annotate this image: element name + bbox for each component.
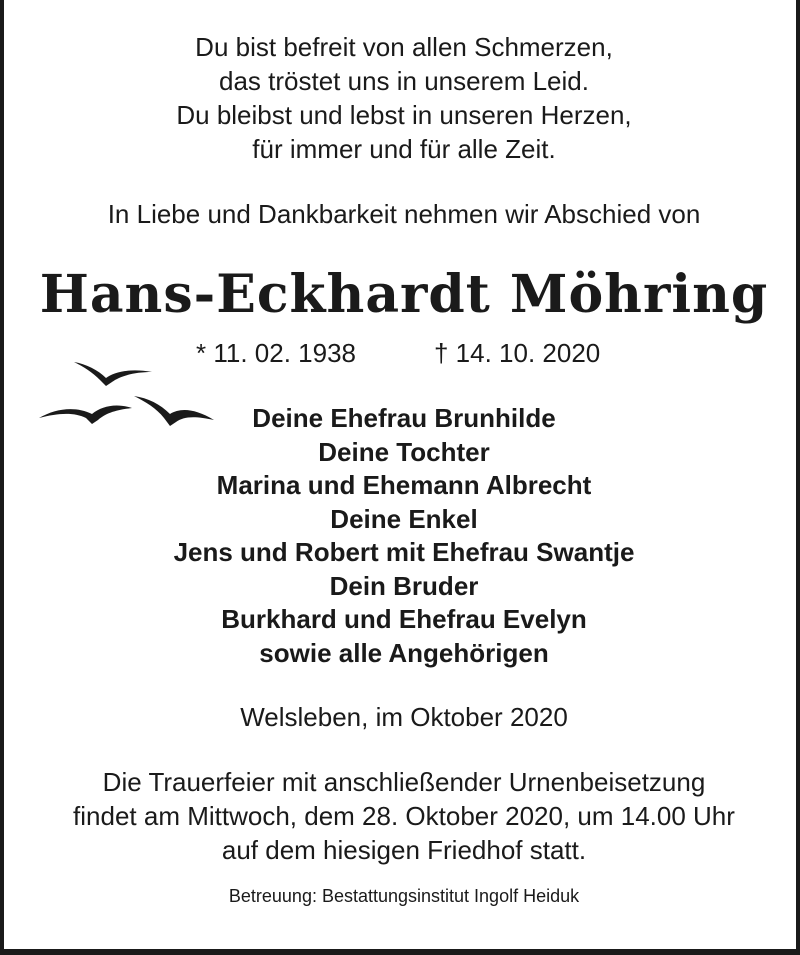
- poem-line: für immer und für alle Zeit.: [252, 134, 556, 164]
- poem-line: Du bleibst und lebst in unseren Herzen,: [176, 100, 632, 130]
- ceremony-info: [4, 765, 800, 867]
- family-line: Deine Enkel: [330, 503, 478, 534]
- family-line: Jens und Robert mit Ehefrau Swantje: [173, 537, 635, 567]
- family-line: Burkhard und Ehefrau Evelyn: [221, 604, 587, 634]
- deceased-name: Hans-Eckhardt Möhring: [39, 264, 769, 325]
- family-list: [4, 402, 800, 670]
- death-date: † 14. 10. 2020: [434, 338, 601, 368]
- poem-line: das tröstet uns in unserem Leid.: [219, 66, 589, 96]
- place-and-date: Welsleben, im Oktober 2020: [240, 702, 568, 732]
- poem-line: Du bist befreit von allen Schmerzen,: [195, 32, 613, 62]
- funeral-home-credit: Betreuung: Bestattungsinstitut Ingolf Heiduk: [228, 886, 580, 906]
- family-line: Deine Tochter: [318, 436, 490, 467]
- ceremony-line: findet am Mittwoch, dem 28. Oktober 2020, um 14.00 Uhr: [73, 801, 735, 831]
- family-line: Dein Bruder: [329, 570, 479, 601]
- family-line: Deine Ehefrau Brunhilde: [252, 403, 556, 433]
- family-line: Marina und Ehemann Albrecht: [216, 470, 592, 500]
- family-line: sowie alle Angehörigen: [259, 637, 549, 668]
- ceremony-line: auf dem hiesigen Friedhof statt.: [221, 835, 587, 865]
- farewell-intro: In Liebe und Dankbarkeit nehmen wir Abschied von: [107, 199, 701, 229]
- poem: [4, 30, 800, 166]
- birth-date: * 11. 02. 1938: [196, 338, 356, 368]
- ceremony-line: Die Trauerfeier mit anschließender Urnenbeisetzung: [102, 767, 706, 797]
